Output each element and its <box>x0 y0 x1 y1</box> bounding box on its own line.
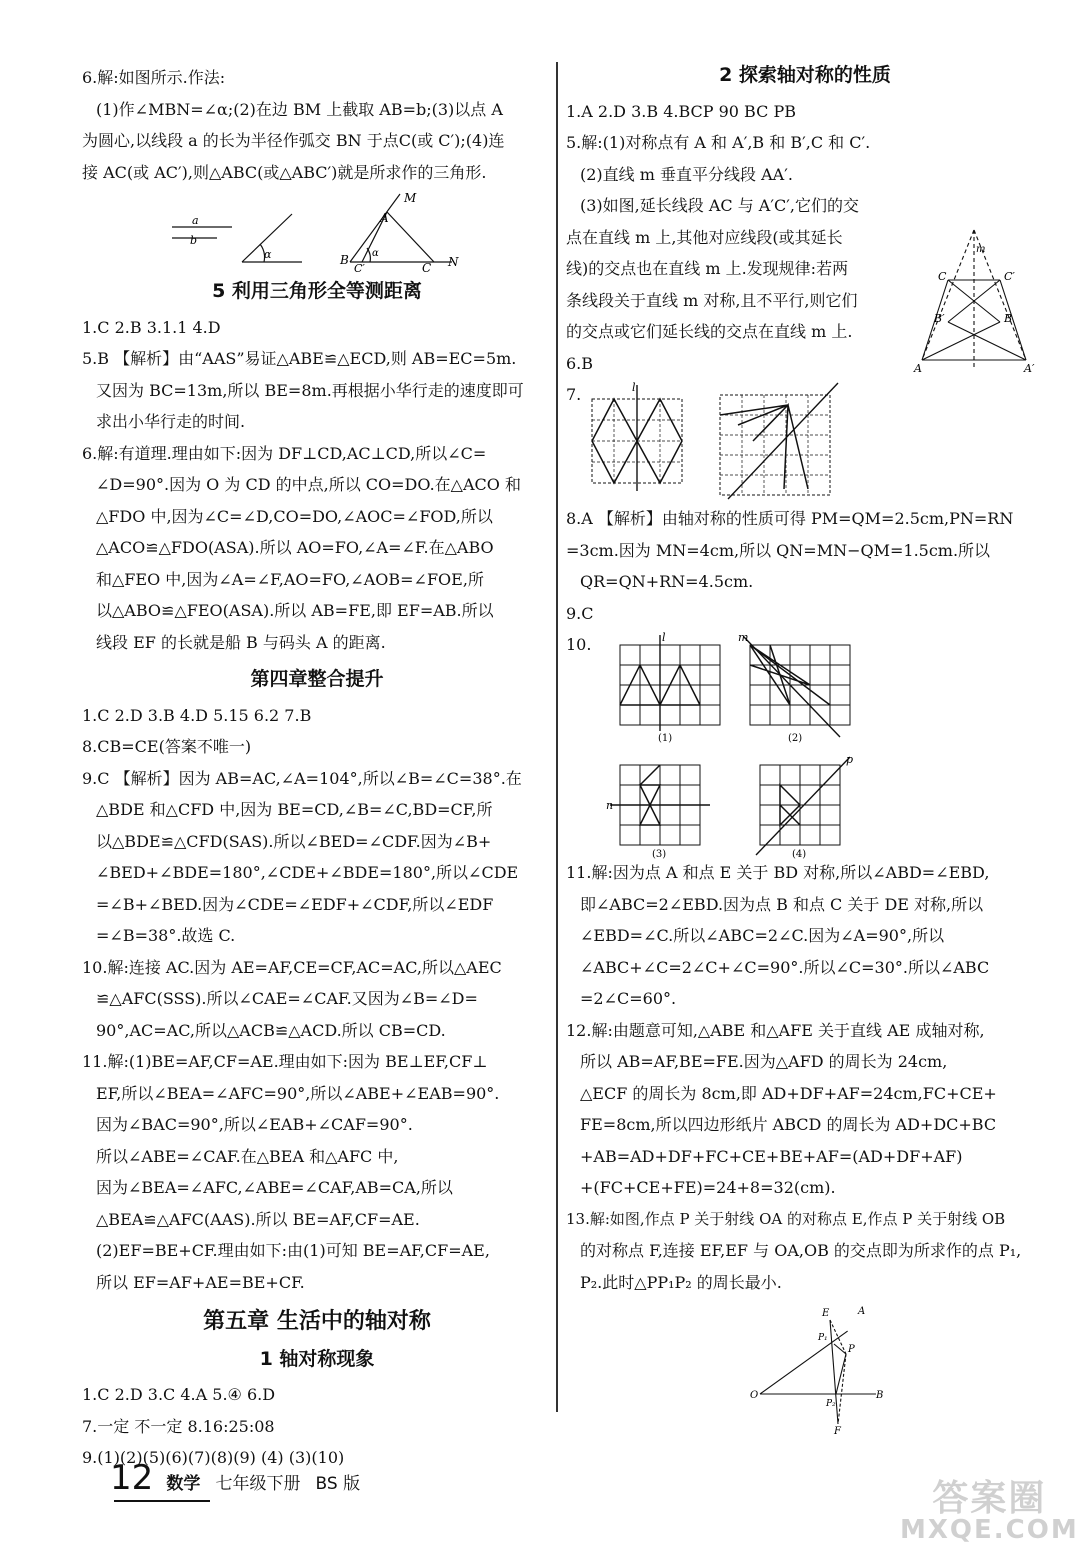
answer-line: 和△FEO 中,因为∠A=∠F,AO=FO,∠AOB=∠FOE,所 <box>96 569 484 589</box>
subject-label: 数学 <box>166 1474 201 1494</box>
label-F: F <box>834 1426 841 1437</box>
answer-line: (2)EF=BE+CF.理由如下:由(1)可知 BE=AF,CF=AE, <box>96 1241 490 1260</box>
footer-rule <box>114 1500 210 1502</box>
answer-line: 11.解:(1)BE=AF,CF=AE.理由如下:因为 BE⊥EF,CF⊥ <box>82 1052 488 1071</box>
answer-line: =∠B+∠BED.因为∠CDE=∠EDF+∠CDF,所以∠EDF <box>96 894 494 914</box>
answer-line: 所以 EF=AF+AE=BE+CF. <box>96 1272 305 1292</box>
label-a: a <box>192 214 199 227</box>
answer-line: 12.解:由题意可知,△ABE 和△AFE 关于直线 AE 成轴对称, <box>566 1020 985 1040</box>
answer-line: =2∠C=60°. <box>580 989 677 1008</box>
answer-line: P₂.此时△PP₁P₂ 的周长最小. <box>580 1272 782 1292</box>
answer-line: 即∠ABC=2∠EBD.因为点 B 和点 C 关于 DE 对称,所以 <box>580 894 984 914</box>
q6-line: 为圆心,以线段 a 的长为半径作弧交 BN 于点C(或 C′);(4)连 <box>82 131 505 150</box>
label-b: b <box>190 234 198 247</box>
label-m: m <box>976 243 986 255</box>
answer-line: 又因为 BC=13m,所以 BE=8m.再根据小华行走的速度即可 <box>96 380 524 400</box>
label-n: n <box>606 799 614 812</box>
answer-line: 的对称点 F,连接 EF,EF 与 OA,OB 的交点即为所求作的点 P₁, <box>580 1241 1022 1260</box>
answer-line: 9.(1)(2)(5)(6)(7)(8)(9) (4) (3)(10) <box>82 1448 345 1467</box>
answer-line: 条线段关于直线 m 对称,且不平行,则它们 <box>566 290 858 310</box>
label-B2: B <box>1004 311 1013 325</box>
label-C2: C′ <box>354 262 365 275</box>
answer-line: 线)的交点也在直线 m 上.发现规律:若两 <box>566 259 849 278</box>
answer-line: QR=QN+RN=4.5cm. <box>580 572 754 591</box>
label-l: l <box>662 631 666 644</box>
answer-line: 8.A 【解析】由轴对称的性质可得 PM=QM=2.5cm,PN=RN <box>566 509 1014 528</box>
answer-line: 7. <box>566 385 582 404</box>
answer-line: △BDE 和△CFD 中,因为 BE=CD,∠B=∠C,BD=CF,所 <box>96 800 493 819</box>
answer-line: ∠D=90°.因为 O 为 CD 的中点,所以 CO=DO.在△ACO 和 <box>96 475 521 494</box>
label-A: A <box>914 361 922 375</box>
label-p: p <box>846 753 854 766</box>
right-column <box>566 62 1044 1437</box>
answer-line: 1.C 2.B 3.1.1 4.D <box>82 317 221 337</box>
watermark <box>900 1470 1079 1545</box>
chapter-title: 第五章 生活中的轴对称 <box>203 1309 431 1334</box>
answer-line: 10.解:连接 AC.因为 AE=AF,CE=CF,AC=AC,所以△AEC <box>82 957 502 977</box>
answer-line: 以△BDE≌△CFD(SAS).所以∠BED=∠CDF.因为∠B+ <box>96 831 492 851</box>
answer-line: 5.解:(1)对称点有 A 和 A′,B 和 B′,C 和 C′. <box>566 133 871 152</box>
label-C: C <box>938 269 947 283</box>
label-A2: A′ <box>1024 361 1035 375</box>
answer-line: 求出小华行走的时间. <box>96 412 246 431</box>
caption-1: (1) <box>658 733 673 744</box>
left-column <box>82 62 552 1474</box>
label-P2: P₂ <box>826 1399 836 1409</box>
answer-line: ∠ABC+∠C=2∠C+∠C=90°.所以∠C=30°.所以∠ABC <box>580 957 990 977</box>
label-E: E <box>822 1308 830 1319</box>
answer-line: 因为∠BEA=∠AFC,∠ABE=∠CAF,AB=CA,所以 <box>96 1178 453 1197</box>
label-B: B <box>876 1390 884 1401</box>
answer-line: 13.解:如图,作点 P 关于射线 OA 的对称点 E,作点 P 关于射线 OB <box>566 1209 1006 1228</box>
answer-line: ∠BED+∠BDE=180°,∠CDE+∠BDE=180°,所以∠CDE <box>96 863 519 882</box>
page-footer <box>110 1458 360 1498</box>
column-divider <box>556 62 558 1412</box>
answer-line: 6.解:有道理.理由如下:因为 DF⊥CD,AC⊥CD,所以∠C= <box>82 443 487 463</box>
caption-3: (3) <box>652 849 667 860</box>
label-N: N <box>448 255 459 269</box>
answer-line: (2)直线 m 垂直平分线段 AA′. <box>580 164 793 184</box>
answer-line: 6.B <box>566 353 594 373</box>
answer-line: ≌△AFC(SSS).所以∠CAE=∠CAF.又因为∠B=∠D= <box>96 989 478 1008</box>
answer-line: (3)如图,延长线段 AC 与 A′C′,它们的交 <box>580 196 859 215</box>
answer-line: 1.A 2.D 3.B 4.BCP 90 BC PB <box>566 101 796 121</box>
answer-line: 的交点或它们延长线的交点在直线 m 上. <box>566 322 853 341</box>
label-B: B <box>340 253 349 267</box>
answer-line: 5.B 【解析】由“AAS”易证△ABE≌△ECD,则 AB=EC=5m. <box>82 349 517 368</box>
answer-line: 90°,AC=AC,所以△ACB≌△ACD.所以 CB=CD. <box>96 1020 446 1040</box>
q6-line: 接 AC(或 AC′),则△ABC(或△ABC′)就是所求作的三角形. <box>82 162 487 182</box>
label-l: l <box>632 381 636 394</box>
label-A: A <box>380 211 389 225</box>
label-P: P <box>848 1344 855 1355</box>
caption-2: (2) <box>788 733 803 744</box>
construction-figure <box>82 191 552 275</box>
section-title: 2 探索轴对称的性质 <box>719 64 891 86</box>
answer-line: +AB=AD+DF+FC+CE+BE+AF=(AD+DF+AF) <box>580 1146 963 1166</box>
answer-line: =3cm.因为 MN=4cm,所以 QN=MN−QM=1.5cm.所以 <box>566 540 991 560</box>
answer-line: ∠EBD=∠C.所以∠ABC=2∠C.因为∠A=90°,所以 <box>580 926 945 945</box>
answer-line: 点在直线 m 上,其他对应线段(或其延长 <box>566 227 843 247</box>
edition-label: BS 版 <box>315 1474 361 1494</box>
grade-label: 七年级下册 <box>215 1474 301 1494</box>
q6-line: 6.解:如图所示.作法: <box>82 68 226 87</box>
label-B: B′ <box>934 311 945 325</box>
chapter-review-title: 第四章整合提升 <box>250 668 384 690</box>
answer-line: 9.C 【解析】因为 AB=AC,∠A=104°,所以∠B=∠C=38°.在 <box>82 768 522 788</box>
section-title: 1 轴对称现象 <box>259 1347 375 1370</box>
page-number: 12 <box>110 1458 154 1498</box>
caption-4: (4) <box>792 849 807 860</box>
q13-figure <box>746 1304 906 1437</box>
label-A: A <box>858 1306 866 1317</box>
answer-line: +(FC+CE+FE)=24+8=32(cm). <box>580 1178 836 1197</box>
answer-line: 9.C <box>566 603 594 623</box>
label-M: M <box>404 191 417 205</box>
answer-line: △BEA≌△AFC(AAS).所以 BE=AF,CF=AE. <box>96 1209 420 1229</box>
answer-line: 所以 AB=AF,BE=FE.因为△AFD 的周长为 24cm, <box>580 1052 948 1071</box>
label-P1: P₁ <box>818 1333 828 1343</box>
watermark-url: MXQE.COM <box>900 1515 1079 1545</box>
q6-line: (1)作∠MBN=∠α;(2)在边 BM 上截取 AB=b;(3)以点 A <box>96 99 503 119</box>
answer-line: 8.CB=CE(答案不唯一) <box>82 737 252 756</box>
label-alpha2: α <box>372 248 379 259</box>
section-title: 5 利用三角形全等测距离 <box>212 280 422 302</box>
answer-line: FE=8cm,所以四边形纸片 ABCD 的周长为 AD+DC+BC <box>580 1115 997 1134</box>
answer-line: 11.解:因为点 A 和点 E 关于 BD 对称,所以∠ABD=∠EBD, <box>566 863 990 882</box>
answer-line: 因为∠BAC=90°,所以∠EAB+∠CAF=90°. <box>96 1115 413 1134</box>
symmetry-triangle-figure <box>912 222 1042 375</box>
answer-line: 以△ABO≌△FEO(ASA).所以 AB=FE,即 EF=AB.所以 <box>96 601 494 620</box>
answer-line: △ACO≌△FDO(ASA).所以 AO=FO,∠A=∠F.在△ABO <box>96 538 494 557</box>
answer-line: 1.C 2.D 3.B 4.D 5.15 6.2 7.B <box>82 705 312 725</box>
answer-line: EF,所以∠BEA=∠AFC=90°,所以∠ABE+∠EAB=90°. <box>96 1083 500 1103</box>
label-O: O <box>750 1390 759 1401</box>
q7-grid-figures <box>588 381 858 505</box>
label-alpha: α <box>264 248 272 261</box>
q10-grid-figures <box>606 631 916 861</box>
label-m: m <box>738 631 749 644</box>
answer-line: 7.一定 不一定 8.16:25:08 <box>82 1416 275 1436</box>
label-C2: C′ <box>1004 269 1015 283</box>
answer-line: △FDO 中,因为∠C=∠D,CO=DO,∠AOC=∠FOD,所以 <box>96 506 493 526</box>
watermark-text: 答案圈 <box>932 1478 1047 1519</box>
answer-line: 1.C 2.D 3.C 4.A 5.④ 6.D <box>82 1385 276 1404</box>
answer-line: 所以∠ABE=∠CAF.在△BEA 和△AFC 中, <box>96 1146 399 1166</box>
answer-line: 10. <box>566 635 592 654</box>
label-C: C <box>422 261 432 275</box>
answer-line: △ECF 的周长为 8cm,即 AD+DF+AF=24cm,FC+CE+ <box>580 1083 997 1103</box>
answer-line: =∠B=38°.故选 C. <box>96 926 236 945</box>
answer-line: 线段 EF 的长就是船 B 与码头 A 的距离. <box>96 632 386 652</box>
